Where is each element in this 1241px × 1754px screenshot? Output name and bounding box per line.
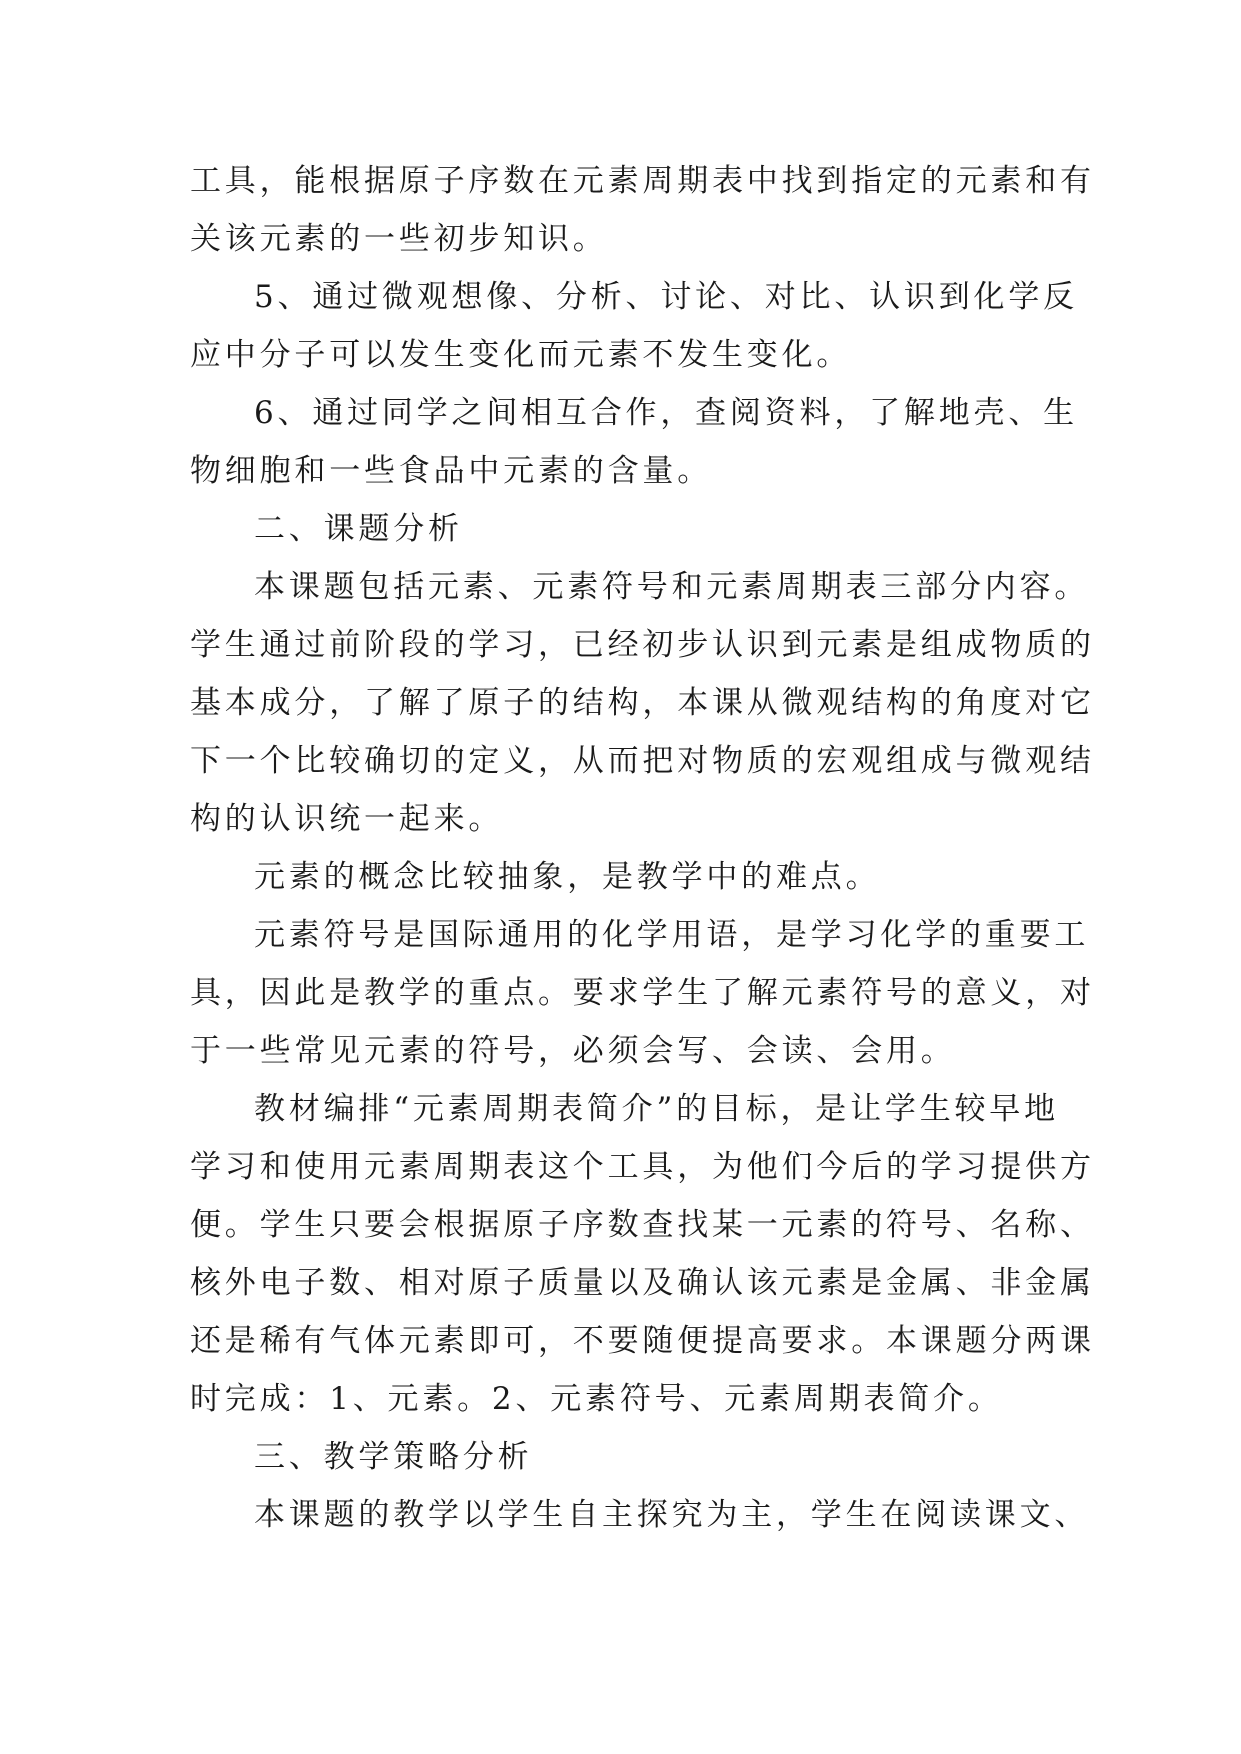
- text-line: 6、通过同学之间相互合作，查阅资料，了解地壳、生: [254, 395, 1078, 431]
- section-heading: 二、课题分析: [254, 511, 463, 547]
- text-line: 核外电子数、相对原子质量以及确认该元素是金属、非金属: [190, 1265, 1095, 1301]
- text-line: 关该元素的一些初步知识。: [190, 221, 608, 257]
- text-line: 物细胞和一些食品中元素的含量。: [190, 453, 712, 489]
- text-line: 教材编排“元素周期表简介”的目标，是让学生较早地: [254, 1091, 1059, 1127]
- document-body: [190, 152, 1095, 1544]
- text-line: 本课题的教学以学生自主探究为主，学生在阅读课文、: [254, 1497, 1090, 1533]
- text-line: 具，因此是教学的重点。要求学生了解元素符号的意义，对: [190, 975, 1095, 1011]
- text-line: 5、通过微观想像、分析、讨论、对比、认识到化学反: [254, 279, 1078, 315]
- text-line: 于一些常见元素的符号，必须会写、会读、会用。: [190, 1033, 956, 1069]
- text-line: 基本成分，了解了原子的结构，本课从微观结构的角度对它: [190, 685, 1095, 721]
- text-line: 学生通过前阶段的学习，已经初步认识到元素是组成物质的: [190, 627, 1095, 663]
- text-line: 元素符号是国际通用的化学用语，是学习化学的重要工: [254, 917, 1090, 953]
- text-line: 应中分子可以发生变化而元素不发生变化。: [190, 337, 852, 373]
- text-line: 构的认识统一起来。: [190, 801, 504, 837]
- section-heading: 三、教学策略分析: [254, 1439, 533, 1475]
- text-line: 工具，能根据原子序数在元素周期表中找到指定的元素和有: [190, 163, 1095, 199]
- text-line: 时完成：1、元素。2、元素符号、元素周期表简介。: [190, 1381, 1003, 1417]
- text-line: 学习和使用元素周期表这个工具，为他们今后的学习提供方: [190, 1149, 1095, 1185]
- text-line: 便。学生只要会根据原子序数查找某一元素的符号、名称、: [190, 1207, 1095, 1243]
- text-line: 还是稀有气体元素即可，不要随便提高要求。本课题分两课: [190, 1323, 1095, 1359]
- text-line: 元素的概念比较抽象，是教学中的难点。: [254, 859, 881, 895]
- text-line: 下一个比较确切的定义，从而把对物质的宏观组成与微观结: [190, 743, 1095, 779]
- text-line: 本课题包括元素、元素符号和元素周期表三部分内容。: [254, 569, 1090, 605]
